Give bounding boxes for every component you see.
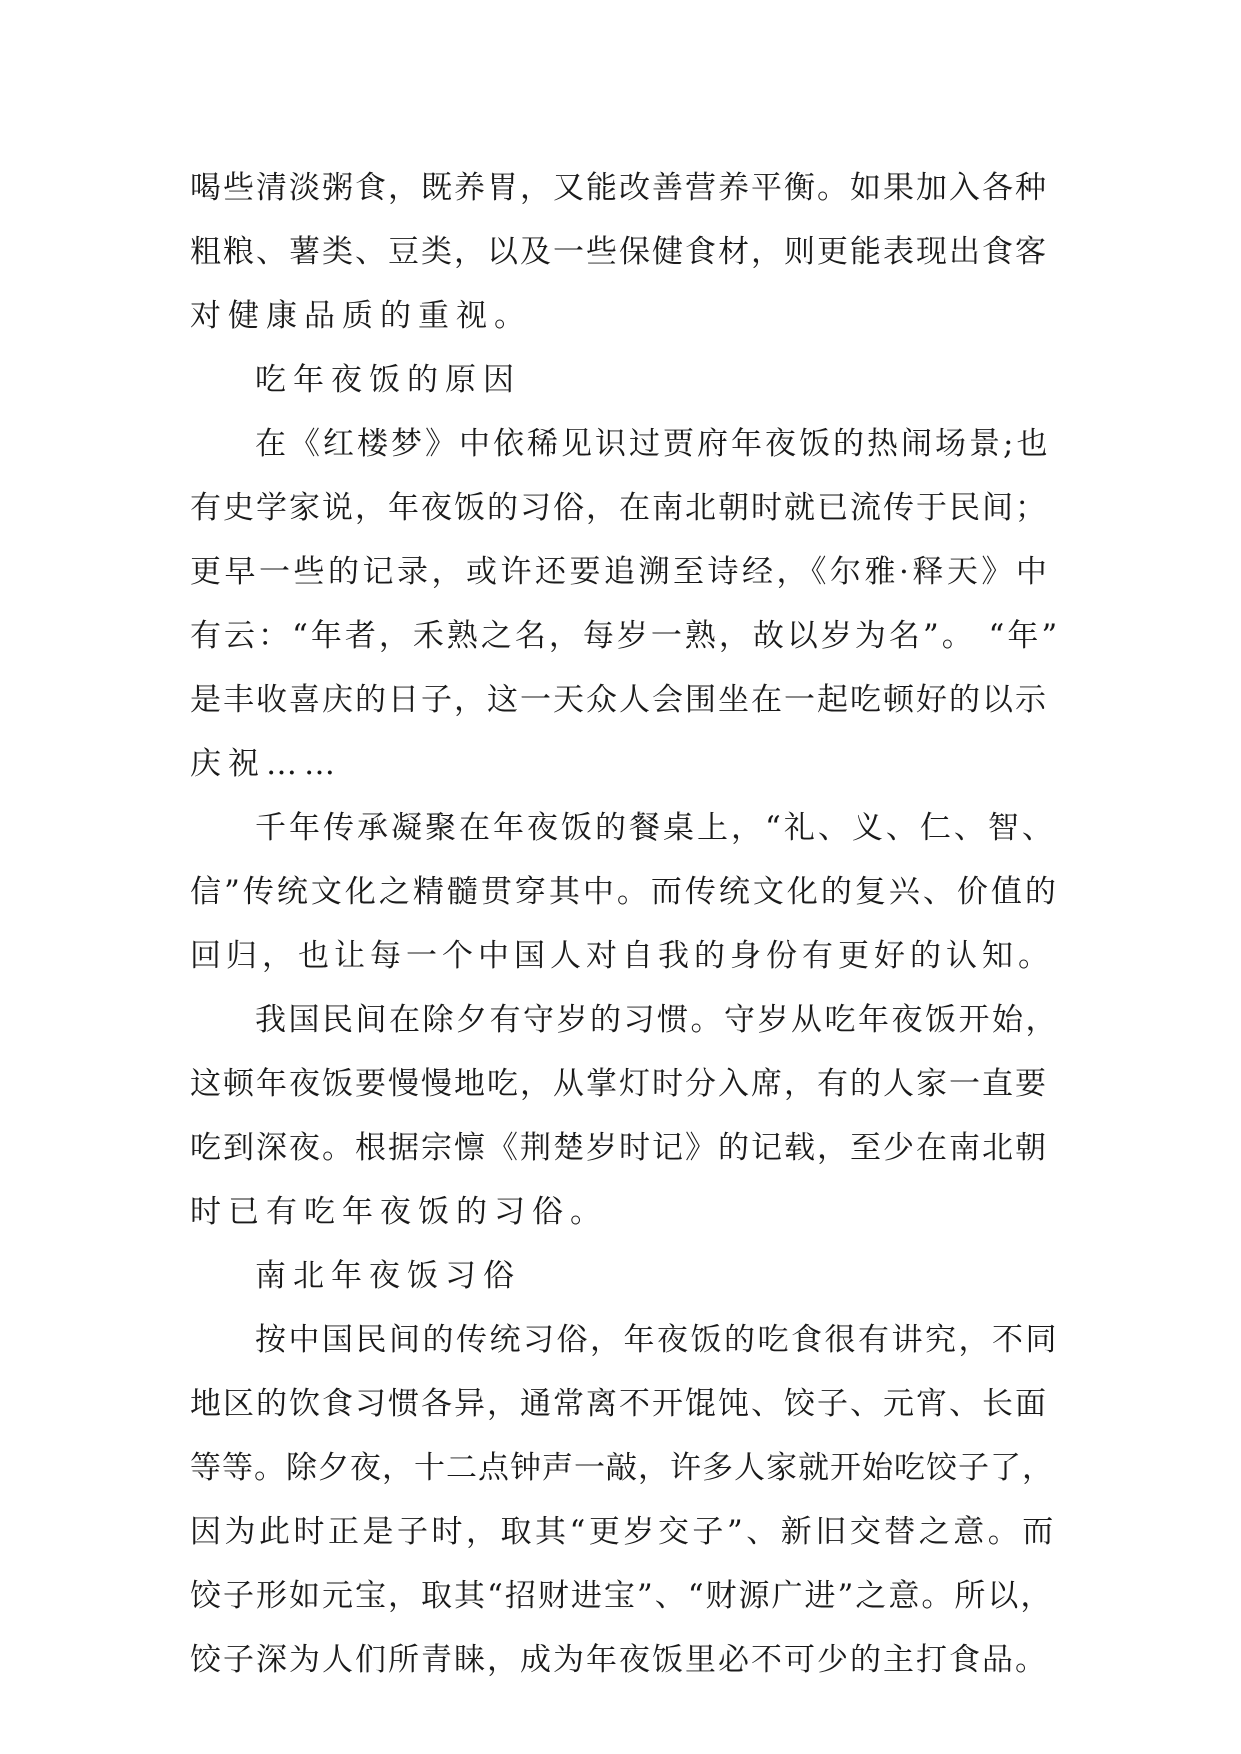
section-heading: 南北年夜饭习俗 — [255, 1258, 521, 1294]
paragraph-line: 回归，也让每一个中国人对自我的身份有更好的认知。 — [190, 938, 1054, 974]
paragraph-line: 有云：“年者，禾熟之名，每岁一熟，故以岁为名”。 “年” — [190, 618, 1061, 654]
paragraph-line: 这顿年夜饭要慢慢地吃，从掌灯时分入席，有的人家一直要 — [190, 1066, 1048, 1102]
paragraph-line: 粗粮、薯类、豆类，以及一些保健食材，则更能表现出食客 — [190, 234, 1048, 270]
paragraph-line: 有史学家说，年夜饭的习俗，在南北朝时就已流传于民间； — [190, 490, 1048, 526]
paragraph-line: 饺子深为人们所青睐，成为年夜饭里必不可少的主打食品。 — [190, 1642, 1048, 1678]
section-heading: 吃年夜饭的原因 — [255, 362, 521, 398]
paragraph-line: 信”传统文化之精髓贯穿其中。而传统文化的复兴、价值的 — [190, 874, 1059, 910]
paragraph-line: 吃到深夜。根据宗懔《荆楚岁时记》的记载，至少在南北朝 — [190, 1130, 1048, 1166]
paragraph-line: 千年传承凝聚在年夜饭的餐桌上，“礼、义、仁、智、 — [255, 810, 1056, 846]
paragraph-line: 庆祝…… — [190, 746, 342, 782]
paragraph-line: 等等。除夕夜，十二点钟声一敲，许多人家就开始吃饺子了， — [190, 1450, 1054, 1486]
paragraph-line: 我国民间在除夕有守岁的习惯。守岁从吃年夜饭开始， — [255, 1002, 1059, 1038]
paragraph-line: 时已有吃年夜饭的习俗。 — [190, 1194, 608, 1230]
paragraph-line: 喝些清淡粥食，既养胃，又能改善营养平衡。如果加入各种 — [190, 170, 1048, 206]
paragraph-line: 地区的饮食习惯各异，通常离不开馄饨、饺子、元宵、长面 — [190, 1386, 1048, 1422]
paragraph-line: 更早一些的记录，或许还要追溯至诗经，《尔雅·释天》中 — [190, 554, 1051, 590]
paragraph-line: 在《红楼梦》中依稀见识过贾府年夜饭的热闹场景;也 — [255, 426, 1051, 462]
paragraph-line: 因为此时正是子时，取其“更岁交子”、新旧交替之意。而 — [190, 1514, 1057, 1550]
paragraph-line: 按中国民间的传统习俗，年夜饭的吃食很有讲究，不同 — [255, 1322, 1059, 1358]
paragraph-line: 饺子形如元宝，取其“招财进宝”、“财源广进”之意。所以， — [190, 1578, 1054, 1614]
paragraph-line: 对健康品质的重视。 — [190, 298, 532, 334]
paragraph-line: 是丰收喜庆的日子，这一天众人会围坐在一起吃顿好的以示 — [190, 682, 1048, 718]
